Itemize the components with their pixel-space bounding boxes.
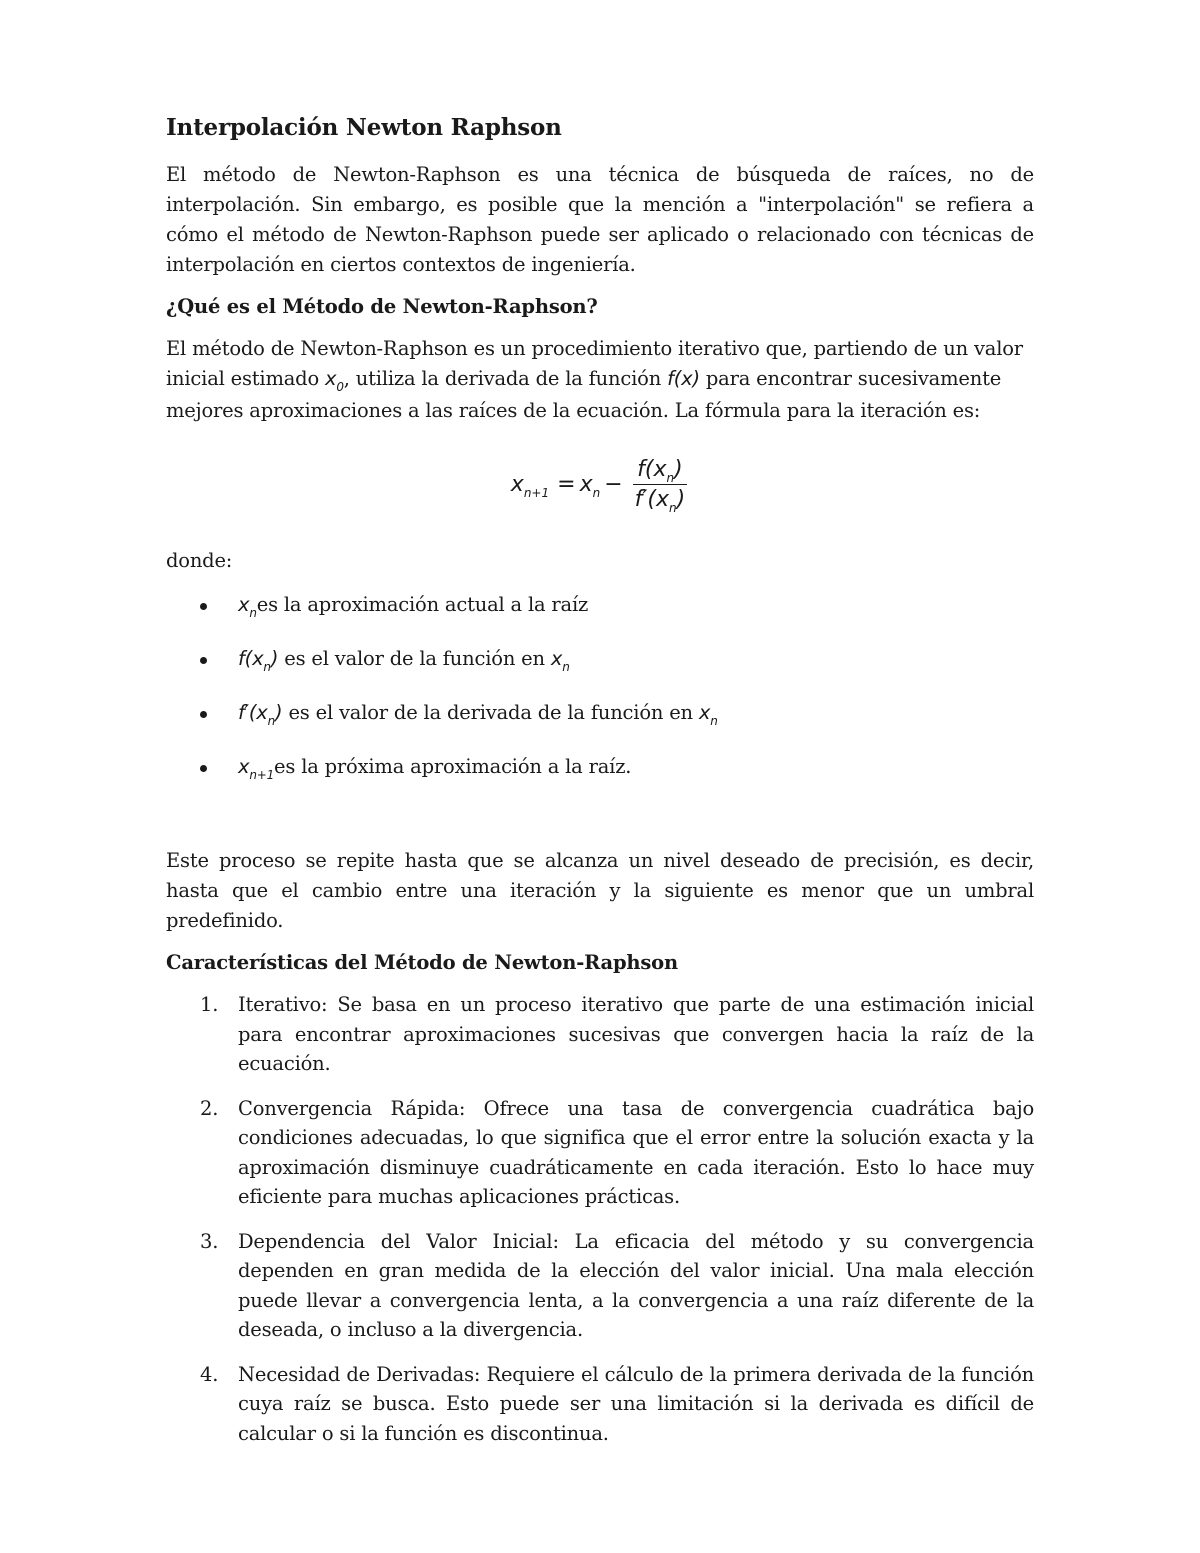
- method-description-part2: , utiliza la derivada de la función: [343, 367, 662, 390]
- formula-rhs-x: $x_n$: [579, 471, 601, 500]
- repeat-paragraph: Este proceso se repite hasta que se alcanza un nivel deseado de precisión, es decir, hasta que el cambio entre una iteración y la siguiente es menor que un umbral predefinido.: [166, 849, 1034, 932]
- formula-lhs: $x_{n+1}$: [510, 471, 550, 500]
- document-page: [166, 112, 1034, 1463]
- formula-denominator: $f'(x_n)$: [634, 486, 686, 515]
- list-item: 3. Dependencia del Valor Inicial: La eficacia del método y su convergencia dependen en gran medida de la elección del valor inicial. Una mala elección puede llevar a convergencia lenta, a la convergencia a una raíz diferente de la deseada, o incluso a la divergencia.: [166, 1227, 1034, 1345]
- bullet-dot-icon: [200, 711, 207, 718]
- method-description-paragraph: [166, 334, 1034, 426]
- formula-equals: =: [557, 471, 576, 497]
- list-item: 1. Iterativo: Se basa en un proceso iterativo que parte de una estimación inicial para encontrar aproximaciones sucesivas que convergen hacia la raíz de la ecuación.: [166, 990, 1034, 1079]
- section-heading-characteristics: Características del Método de Newton-Raphson: [166, 951, 678, 974]
- newton-raphson-formula: [166, 448, 1034, 520]
- math-x0: $x_0$: [325, 367, 344, 394]
- bullet-dot-icon: [200, 603, 207, 610]
- formula-minus: −: [604, 471, 623, 497]
- list-number: 1.: [200, 993, 219, 1016]
- intro-paragraph: El método de Newton-Raphson es una técnica de búsqueda de raíces, no de interpolación. Sin embargo, es posible que la mención a "interpolación" se refiera a cómo el método de Newton-Raphson puede ser aplicado o relacionado con técnicas de interpolación en ciertos contextos de ingeniería.: [166, 163, 1034, 276]
- list-number: 2.: [200, 1096, 219, 1120]
- formula-fraction: [631, 456, 690, 515]
- list-item: $f(x_n)$ es el valor de la función en $x_n$: [166, 644, 1034, 676]
- formula-numerator: $f(x_n)$: [633, 457, 687, 485]
- list-number: 4.: [200, 1362, 219, 1386]
- bullet-dot-icon: [200, 765, 207, 772]
- list-item: $x_nes$ la aproximación actual a la raíz: [166, 590, 1034, 622]
- donde-label: donde:: [166, 549, 233, 572]
- method-description-part3: para encontrar sucesivamente mejores aproximaciones a las raíces de la ecuación. La fórmula para la iteración es:: [166, 367, 1002, 422]
- math-fx: f(x): [667, 367, 700, 390]
- characteristics-list: [166, 990, 1034, 1448]
- document-title: Interpolación Newton Raphson: [166, 114, 562, 141]
- list-item: 4. Necesidad de Derivadas: Requiere el cálculo de la primera derivada de la función cuya raíz se busca. Esto puede ser una limitación si la derivada es difícil de calcular o si la función es discontinua.: [166, 1360, 1034, 1449]
- definition-list: [166, 590, 1034, 784]
- list-number: 3.: [200, 1229, 219, 1253]
- bullet-dot-icon: [200, 657, 207, 664]
- list-item: $f'(x_n)$ es el valor de la derivada de la función en $x_n$: [166, 698, 1034, 730]
- list-item: 2. Convergencia Rápida: Ofrece una tasa de convergencia cuadrática bajo condiciones adecuadas, lo que significa que el error entre la solución exacta y la aproximación disminuye cuadráticamente en cada iteración. Esto lo hace muy eficiente para muchas aplicaciones prácticas.: [166, 1094, 1034, 1212]
- method-description-part1: El método de Newton-Raphson es un procedimiento iterativo que, partiendo de un valor inicial estimado: [166, 337, 1023, 390]
- list-item: $x_{n+1}es$ la próxima aproximación a la raíz.: [166, 752, 1034, 784]
- section-heading-what-is: ¿Qué es el Método de Newton-Raphson?: [166, 295, 598, 318]
